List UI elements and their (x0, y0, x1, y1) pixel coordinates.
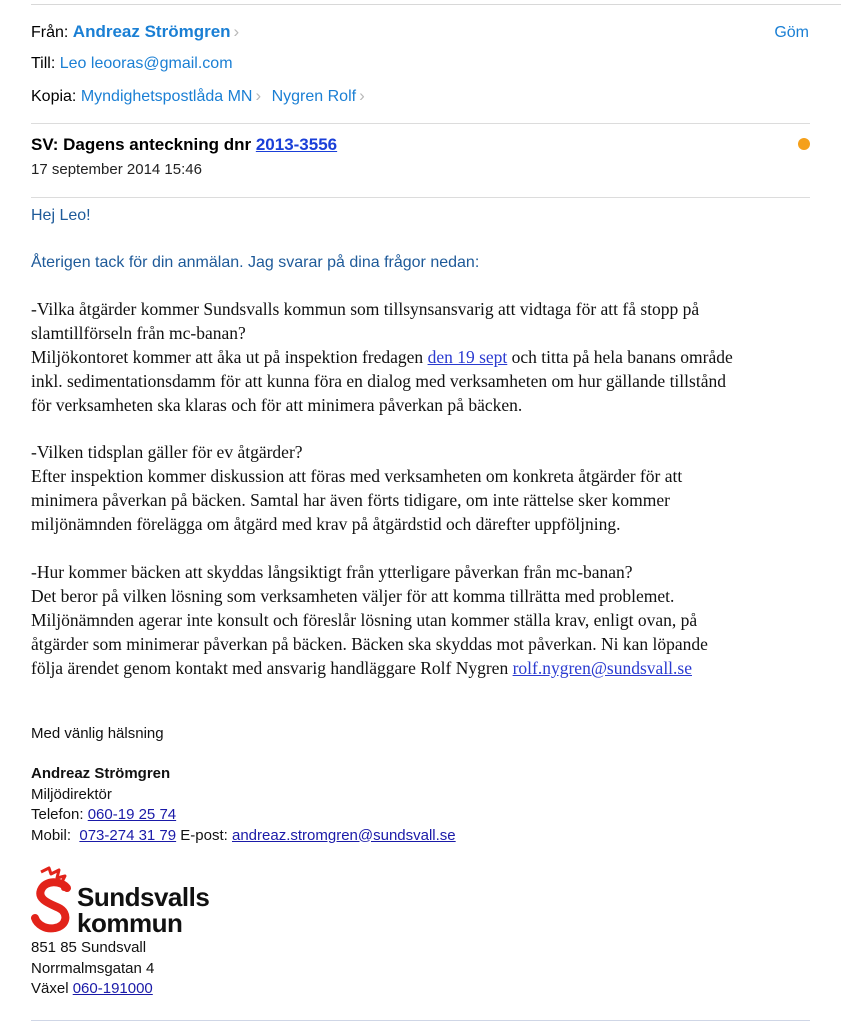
to-row (31, 55, 233, 73)
message-date: 17 september 2014 15:46 (31, 161, 202, 178)
signature-name: Andreaz Strömgren (31, 765, 171, 782)
phone-line (31, 805, 456, 826)
switchboard-label: Växel (31, 980, 73, 997)
answer-2-line-1: Efter inspektion kommer diskussion att föras med verksamheten om konkreta åtgärder för att (31, 466, 683, 486)
cc-recipient-mn[interactable]: Myndighetspostlåda MN (80, 88, 253, 105)
sender-name[interactable]: Andreaz Strömgren (72, 22, 231, 41)
answer-1-line-2: inkl. sedimentationsdamm för att kunna föra en dialog med verksamheten om hur gällande tillstånd (31, 371, 726, 391)
answer-1-text: Miljökontoret kommer att åka ut på inspektion fredagen (31, 347, 428, 367)
answer-1-line (31, 345, 821, 369)
street-address: Norrmalmsgatan 4 (31, 959, 155, 977)
header-divider (31, 123, 810, 124)
email-link-stromgren[interactable]: andreaz.stromgren@sundsvall.se (231, 826, 456, 844)
phone-label: Telefon: (31, 806, 88, 823)
signature-block (31, 764, 456, 846)
answer-2-line-3: miljönämnden förelägga om åtgärd med krav på åtgärdstid och därefter uppföljning. (31, 514, 621, 534)
answer-3-line-1: Det beror på vilken lösning som verksamheten väljer för att komma tillrätta med problemet. (31, 586, 675, 606)
subject-divider (31, 197, 810, 198)
question-3: -Hur kommer bäcken att skyddas långsiktigt från ytterligare påverkan från mc-banan? (31, 562, 633, 582)
intro-text: Återigen tack för din anmälan. Jag svarar på dina frågor nedan: (31, 254, 480, 271)
email-link-nygren[interactable]: rolf.nygren@sundsvall.se (512, 658, 692, 678)
answer-3-line-4 (31, 656, 821, 680)
case-number-link[interactable]: 2013-3556 (255, 135, 338, 154)
dragon-emblem-icon (31, 866, 77, 936)
recipient-address[interactable]: Leo leooras@gmail.com (59, 55, 233, 72)
chevron-right-icon[interactable]: › (255, 86, 262, 105)
hide-details-button[interactable]: Göm (774, 24, 809, 41)
from-label: Från: (31, 24, 69, 41)
chevron-right-icon[interactable]: › (359, 86, 365, 105)
top-divider (31, 4, 841, 5)
question-1-cont: slamtillförseln från mc-banan? (31, 323, 246, 343)
greeting: Hej Leo! (31, 207, 91, 224)
question-2-block (31, 440, 821, 536)
answer-2-line-2: minimera påverkan på bäcken. Samtal har även förts tidigare, om inte rättelse sker kommer (31, 490, 670, 510)
subject-line (31, 135, 337, 155)
sundsvall-logo (31, 866, 221, 936)
date-link[interactable]: den 19 sept (427, 347, 508, 367)
answer-3-line-3: åtgärder som minimerar påverkan på bäcken. Bäcken ska skyddas mot påverkan. Ni kan löpande (31, 634, 708, 654)
chevron-right-icon[interactable]: › (233, 22, 240, 41)
cc-label: Kopia: (31, 88, 77, 105)
to-label: Till: (31, 55, 56, 72)
answer-1-text-cont: och titta på hela banans område (507, 347, 733, 367)
cc-recipient-nygren[interactable]: Nygren Rolf (271, 88, 357, 105)
footer-divider (31, 1020, 810, 1021)
postal-address: 851 85 Sundsvall (31, 939, 147, 956)
question-3-block (31, 560, 821, 680)
email-label: E-post: (176, 826, 232, 844)
logo-text-line-1: Sundsvalls (77, 882, 210, 912)
switchboard-line (31, 979, 154, 1000)
mobile-label: Mobil: (31, 826, 80, 844)
logo-text-line-2: kommun (77, 908, 183, 938)
answer-1-line-3: för verksamheten ska klaras och för att minimera påverkan på bäcken. (31, 395, 523, 415)
question-1-block (31, 297, 821, 417)
unread-dot-icon[interactable] (798, 138, 810, 150)
signature-title: Miljödirektör (31, 785, 112, 803)
mobile-line (31, 826, 456, 847)
address-block (31, 938, 154, 1000)
question-2: -Vilken tidsplan gäller för ev åtgärder? (31, 442, 303, 462)
phone-link[interactable]: 060-19 25 74 (87, 806, 177, 823)
closing: Med vänlig hälsning (31, 725, 164, 742)
subject-text: SV: Dagens anteckning dnr (31, 135, 256, 154)
from-row (31, 22, 239, 42)
cc-row (31, 86, 365, 106)
mobile-link[interactable]: 073-274 31 79 (79, 826, 177, 844)
switchboard-link[interactable]: 060-191000 (72, 980, 153, 997)
answer-3-line-2: Miljönämnden agerar inte konsult och föreslår lösning utan kommer ställa krav, enligt ovan, på (31, 610, 698, 630)
question-1: -Vilka åtgärder kommer Sundsvalls kommun som tillsynsansvarig att vidtaga för att få stopp på (31, 299, 700, 319)
answer-3-text: följa ärendet genom kontakt med ansvarig handläggare Rolf Nygren (31, 658, 513, 678)
